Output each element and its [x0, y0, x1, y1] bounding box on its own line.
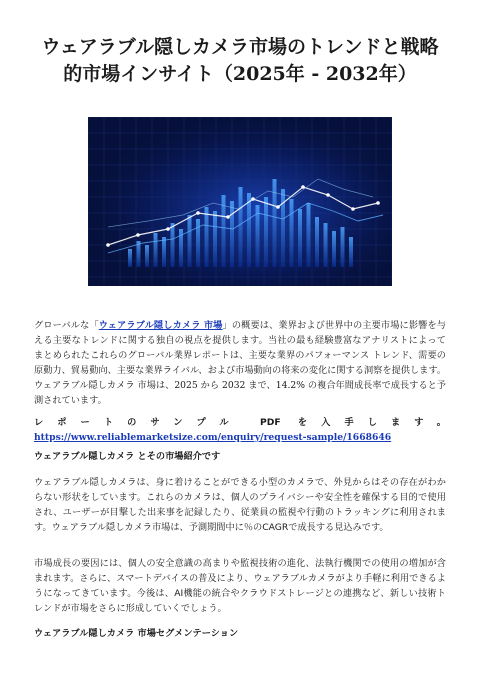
- year-from: 2025: [174, 380, 198, 391]
- hero-point: [106, 243, 110, 247]
- hero-bar: [230, 201, 234, 267]
- hero-bar: [128, 249, 132, 267]
- hero-bar: [239, 187, 243, 267]
- hero-bar: [307, 203, 311, 267]
- hero-point: [166, 227, 170, 231]
- hero-point: [351, 207, 355, 211]
- title-line1: ウェアラブル隠しカメラ市場のトレンドと戦略: [41, 36, 439, 58]
- growth-paragraph: 市場成長の要因には、個人の安全意識の高まりや監視技術の進化、法執行機関での使用の増加が含まれます。さらに、スマートデバイスの普及により、ウェアラブルカメラがより手軽に利用できるようになってきています。今後は、AI機能の統合やクラウドストレージとの連携など、新しい技術トレンドが市場をさらに形成していくでしょう。: [34, 558, 446, 614]
- title-years: 2025年 - 2032年: [232, 63, 398, 85]
- cagr-value: 14.2%: [275, 380, 305, 391]
- hero-point: [136, 233, 140, 237]
- hero-bar: [315, 217, 319, 267]
- title-line2-pre: 的市場インサイト（: [63, 63, 233, 85]
- hero-point: [326, 193, 330, 197]
- hero-point: [196, 211, 200, 215]
- hero-bar: [281, 189, 285, 267]
- hero-bar: [324, 223, 328, 267]
- intro-mid1: から: [197, 380, 222, 391]
- section-heading-segmentation: ウェアラブル隠しカメラ 市場セグメンテーション: [34, 628, 239, 639]
- definition-paragraph: ウェアラブル隠しカメラは、身に着けることができる小型のカメラで、外見からはその存在がわからない形状をしています。これらのカメラは、個人のプライバシーや安全性を確保する目的で使用され、ユーザーが目撃した出来事を記録したり、従業員の監視や行動のトラッキングに利用されます。ウェアラブル隠しカメラ市場は、予測期間中に％のCAGRで成長する見込みです。: [34, 477, 446, 533]
- hero-bar: [290, 199, 294, 267]
- hero-bar: [298, 209, 302, 267]
- section-heading-intro: ウェアラブル隠しカメラ とその市場紹介です: [34, 451, 221, 462]
- hero-bar: [341, 227, 345, 267]
- intro-pre: グローバルな「: [34, 320, 99, 331]
- intro-post: 」の概要は、業界および世界中の主要市場に影響を与える主要なトレンドに関する独自の視点を提供します。当社の最も経験豊富なアナリストによってまとめられたこれらのグローバル業界レポートは、主要な業界のパフォーマンス トレンド、需要の原動力、貿易動向、主要な業界ライバル、および市場動向の将来の変化に関する洞察を提供します。ウェアラブル隠しカメラ 市場は、: [34, 320, 446, 391]
- market-link[interactable]: ウェアラブル隠しカメラ 市場: [98, 320, 223, 331]
- sample-request: [34, 415, 446, 445]
- year-to: 2032: [222, 380, 246, 391]
- hero-bar: [154, 233, 158, 267]
- hero-point: [301, 185, 305, 189]
- hero-bar: [162, 237, 166, 267]
- hero-bar: [332, 231, 336, 267]
- hero-bar: [264, 197, 268, 267]
- intro-end: の複合年間成長率で成長すると予測されています。: [34, 380, 446, 406]
- hero-point: [251, 197, 255, 201]
- hero-bar: [213, 211, 217, 267]
- hero-bar: [171, 223, 175, 267]
- hero-bar: [205, 207, 209, 267]
- intro-mid2: まで、: [245, 380, 276, 391]
- hero-bar: [247, 193, 251, 267]
- hero-graphic: [88, 117, 392, 286]
- hero-bar: [349, 237, 353, 267]
- hero-point: [226, 215, 230, 219]
- page-title: [24, 34, 456, 88]
- title-line2-post: ）: [397, 63, 417, 85]
- intro-paragraph: [34, 318, 446, 408]
- hero-bar: [188, 215, 192, 267]
- hero-point: [276, 205, 280, 209]
- hero-chart-image: [88, 117, 392, 286]
- sample-url-link[interactable]: https://www.reliablemarketsize.com/enquiry/request-sample/1668646: [34, 432, 392, 443]
- hero-point: [376, 201, 380, 205]
- sample-label: レポートのサンプル PDF を入手します。: [34, 417, 446, 428]
- hero-bar: [145, 245, 149, 267]
